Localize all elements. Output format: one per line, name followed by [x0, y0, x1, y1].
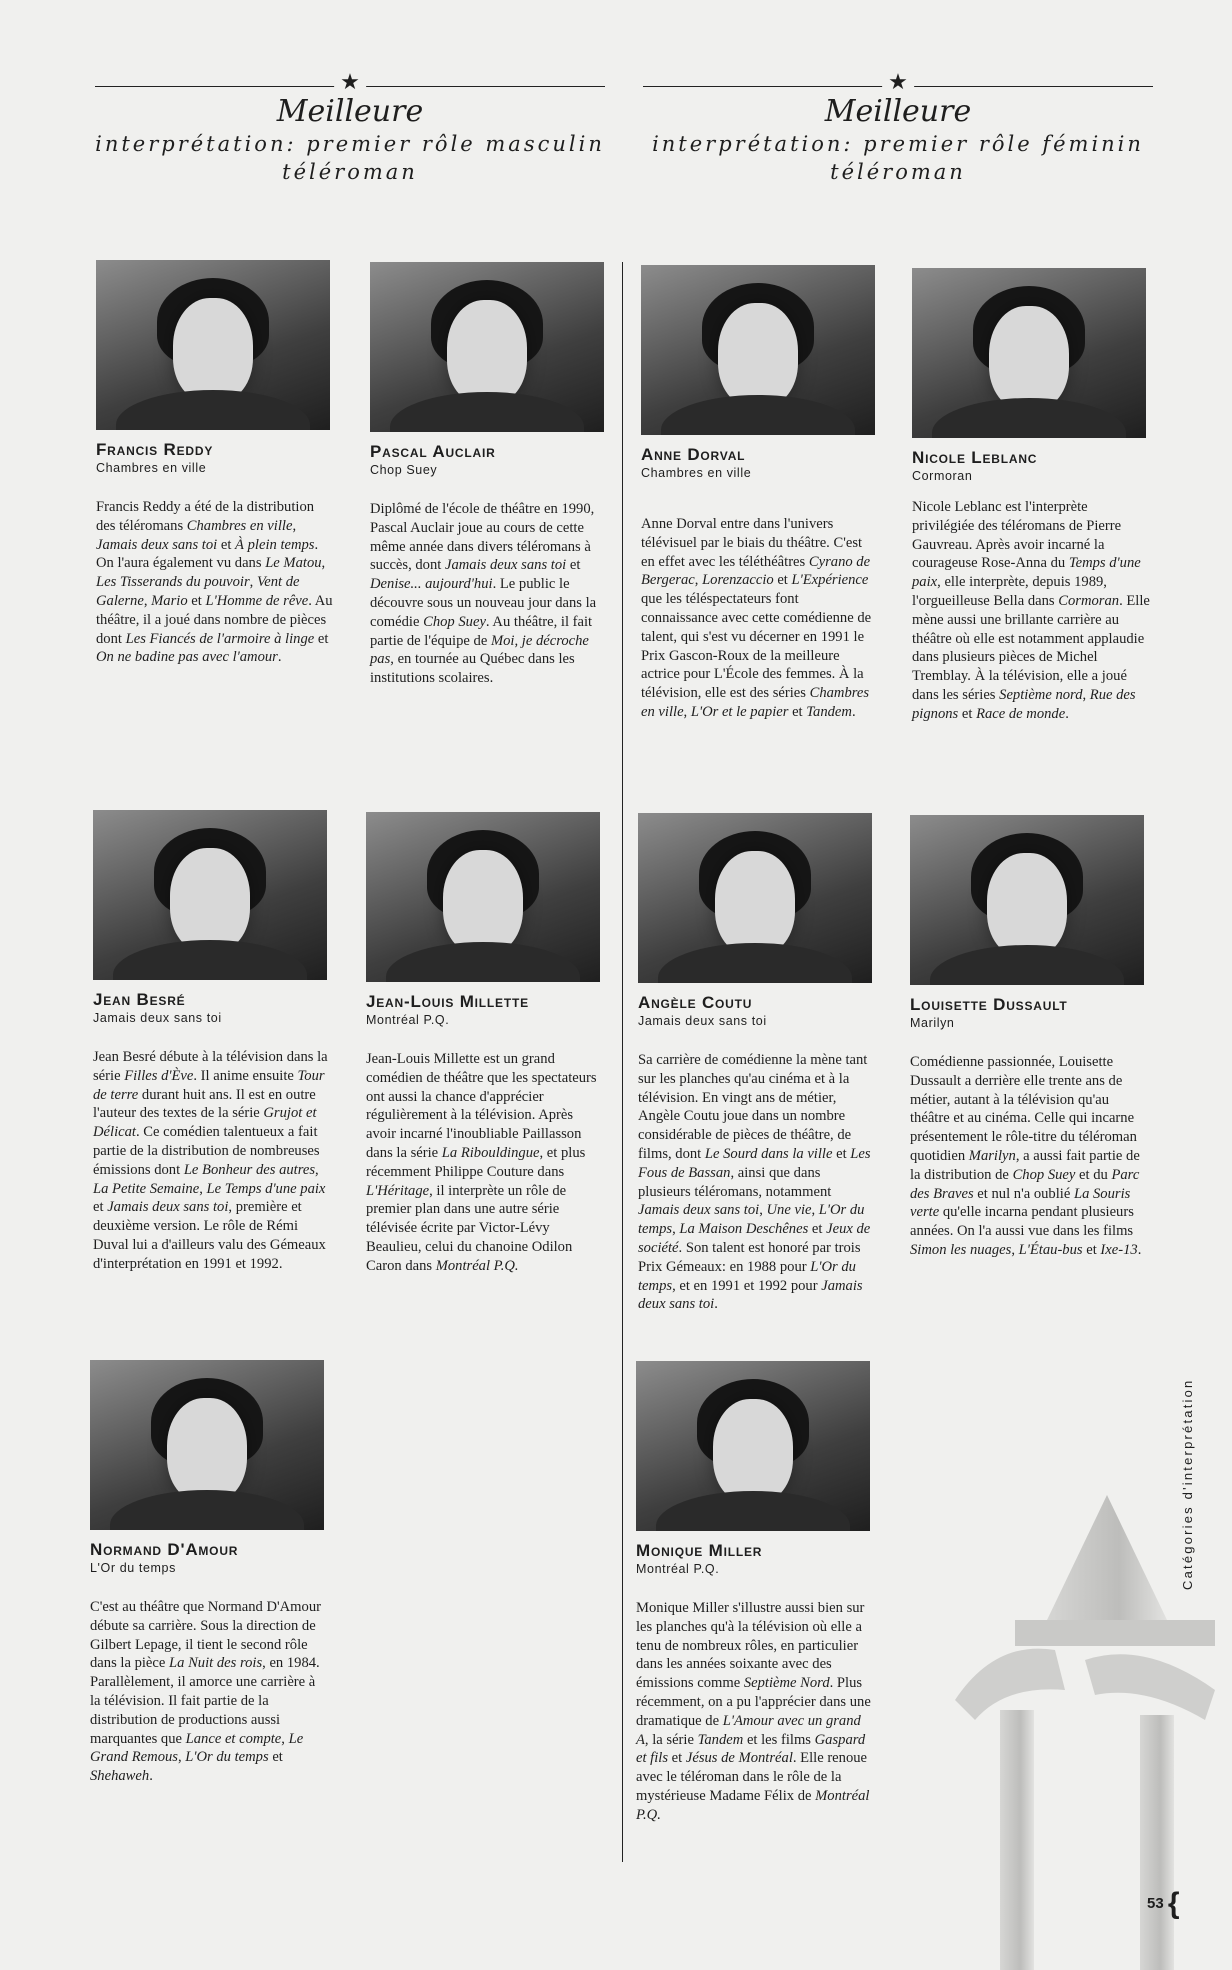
nominee-series: Cormoran	[912, 469, 973, 483]
nominee-card	[96, 260, 334, 667]
nominee-name: Jean Besré	[93, 990, 186, 1009]
nominee-series: Jamais deux sans toi	[638, 1014, 767, 1028]
portrait-photo	[641, 265, 875, 435]
section-side-label: Catégories d'interprétation	[1180, 1378, 1195, 1590]
nominee-name: Anne Dorval	[641, 445, 746, 464]
nominee-name: Francis Reddy	[96, 440, 214, 459]
header-title: Meilleure	[824, 94, 972, 129]
header-subtitle: interprétation: premier rôle masculin	[95, 132, 605, 156]
nominee-card	[93, 810, 331, 1274]
header-rule	[95, 70, 605, 95]
nominee-series: Marilyn	[910, 1016, 955, 1030]
header-right	[643, 72, 1153, 186]
nominee-bio: Sa carrière de comédienne la mène tant sur les planches qu'au cinéma et à la télévision. En vingt ans de métier, Angèle Coutu joue dans un nombre considérable de pièces de théâtre, de films, dont Le Sourd dans la ville et Les Fous de Bassan, ainsi que dans plusieurs téléromans, notamment Jamais deux sans toi, Une vie, L'Or du temps, La Maison Deschênes et Jeux de société. Son talent est honoré par trois Prix Gémeaux: en 1988 pour L'Or du temps, et en 1991 et 1992 pour Jamais deux sans toi.	[638, 1052, 871, 1313]
nominee-name: Louisette Dussault	[910, 995, 1068, 1014]
nominee-card	[366, 812, 604, 1276]
nominee-series: Jamais deux sans toi	[93, 1011, 222, 1025]
portrait-photo	[910, 815, 1144, 985]
portrait-photo	[638, 813, 872, 983]
nominee-series: Chambres en ville	[96, 461, 207, 475]
nominee-bio: Comédienne passionnée, Louisette Dussault a derrière elle trente ans de métier, autant à la télévision qu'au théâtre et au cinéma. Celle qui incarne présentement le rôle-titre du téléroman quotidien Marilyn, a aussi fait partie de la distribution de Chop Suey et du Parc des Braves et nul n'a oublié La Souris verte qu'elle incarna pendant plusieurs années. On l'a aussi vue dans les films Simon les nuages, L'Étau-bus et Ixe-13.	[910, 1054, 1142, 1258]
header-subtitle-2: téléroman	[282, 160, 418, 184]
header-left	[95, 72, 605, 186]
nominee-series: Montréal P.Q.	[636, 1562, 720, 1576]
nominee-bio: Anne Dorval entre dans l'univers télévisuel par le biais du théâtre. C'est en effet avec les téléthéâtres Cyrano de Bergerac, Lorenzaccio et L'Expérience que les téléspectateurs font connaissance avec cette comédienne de talent, qui s'est vu décerner en 1991 le Prix Gascon-Roux de la meilleure actrice pour L'École des femmes. À la télévision, elle est des séries Chambres en ville, L'Or et le papier et Tandem.	[641, 516, 872, 720]
nominee-series: Chop Suey	[370, 463, 438, 477]
portrait-photo	[366, 812, 600, 982]
header-rule	[643, 70, 1153, 95]
header-title: Meilleure	[276, 94, 424, 129]
nominee-card	[912, 268, 1150, 724]
nominee-bio: Monique Miller s'illustre aussi bien sur les planches qu'à la télévision où elle a tenu de nombreux rôles, en particulier dans les années soixante avec des émissions comme Septième Nord. Plus récemment, on a pu l'apprécier dans une dramatique de L'Amour avec un grand A, la série Tandem et les films Gaspard et fils et Jésus de Montréal. Elle renoue avec le téléroman dans le rôle de la mystérieuse Madame Félix de Montréal P.Q.	[636, 1600, 871, 1823]
star-icon: ★	[334, 72, 366, 94]
nominee-series: Montréal P.Q.	[366, 1013, 450, 1027]
column-divider	[622, 262, 623, 1862]
nominee-card	[641, 265, 879, 722]
nominee-series: L'Or du temps	[90, 1561, 176, 1575]
nominee-bio: Nicole Leblanc est l'interprète privilégiée des téléromans de Pierre Gauvreau. Après avoir incarné la courageuse Rose-Anna du Temps d'une paix, elle interprète, depuis 1989, l'orgueilleuse Bella dans Cormoran. Elle mène aussi une brillante carrière au théâtre où elle est notamment applaudie dans plusieurs pièces de Michel Tremblay. À la télévision, elle a joué dans les séries Septième nord, Rue des pignons et Race de monde.	[912, 499, 1150, 722]
portrait-photo	[90, 1360, 324, 1530]
bracket-icon: {	[1167, 1887, 1180, 1920]
header-subtitle-2: téléroman	[830, 160, 966, 184]
nominee-series: Chambres en ville	[641, 466, 752, 480]
nominee-name: Jean-Louis Millette	[366, 992, 529, 1011]
portrait-photo	[636, 1361, 870, 1531]
nominee-bio: Jean Besré débute à la télévision dans la série Filles d'Ève. Il anime ensuite Tour de terre durant huit ans. Il est en outre l'auteur des textes de la série Grujot et Délicat. Ce comédien talentueux a fait partie de la distribution de nombreuses émissions dont Le Bonheur des autres, La Petite Semaine, Le Temps d'une paix et Jamais deux sans toi, première et deuxième version. Le rôle de Rémi Duval lui a d'ailleurs valu des Gémeaux d'interprétation en 1991 et 1992.	[93, 1049, 328, 1272]
nominee-name: Pascal Auclair	[370, 442, 496, 461]
portrait-photo	[912, 268, 1146, 438]
star-icon: ★	[882, 72, 914, 94]
nominee-bio: Jean-Louis Millette est un grand comédien de théâtre que les spectateurs ont aussi la chance d'apprécier régulièrement à la télévision. Après avoir incarné l'inoubliable Paillasson dans la série La Ribouldingue, et plus récemment Philippe Couture dans L'Héritage, il interprète un rôle de premier plan dans une autre série télévisée écrite par Victor-Lévy Beaulieu, celui du chanoine Odilon Caron dans Montréal P.Q.	[366, 1051, 597, 1274]
nominee-card	[636, 1361, 874, 1825]
nominee-card	[90, 1360, 328, 1786]
nominee-name: Normand D'Amour	[90, 1540, 239, 1559]
nominee-name: Angèle Coutu	[638, 993, 753, 1012]
nominee-bio: Francis Reddy a été de la distribution des téléromans Chambres en ville, Jamais deux sans toi et À plein temps. On l'aura également vu dans Le Matou, Les Tisserands du pouvoir, Vent de Galerne, Mario et L'Homme de rêve. Au théâtre, il a joué dans nombre de pièces dont Les Fiancés de l'armoire à linge et On ne badine pas avec l'amour.	[96, 499, 333, 666]
nominee-bio: C'est au théâtre que Normand D'Amour débute sa carrière. Sous la direction de Gilbert Lepage, il tient le second rôle dans la pièce La Nuit des rois, en 1984. Parallèlement, il amorce une carrière à la télévision. Il fait partie de la distribution de productions aussi marquantes que Lance et compte, Le Grand Remous, L'Or du temps et Shehaweh.	[90, 1599, 321, 1785]
nominee-card	[638, 813, 876, 1314]
portrait-photo	[96, 260, 330, 430]
nominee-card	[910, 815, 1148, 1260]
portrait-photo	[370, 262, 604, 432]
header-subtitle: interprétation: premier rôle féminin	[652, 132, 1144, 156]
nominee-name: Nicole Leblanc	[912, 448, 1038, 467]
nominee-name: Monique Miller	[636, 1541, 763, 1560]
page-number: 53 {	[1147, 1887, 1180, 1920]
portrait-photo	[93, 810, 327, 980]
nominee-card	[370, 262, 608, 688]
nominee-bio: Diplômé de l'école de théâtre en 1990, Pascal Auclair joue au cours de cette même année dans divers téléromans à succès, dont Jamais deux sans toi et Denise... aujourd'hui. Le public le découvre sous un nouveau jour dans la comédie Chop Suey. Au théâtre, il fait partie de l'équipe de Moi, je décroche pas, en tournée au Québec dans les institutions scolaires.	[370, 501, 597, 687]
